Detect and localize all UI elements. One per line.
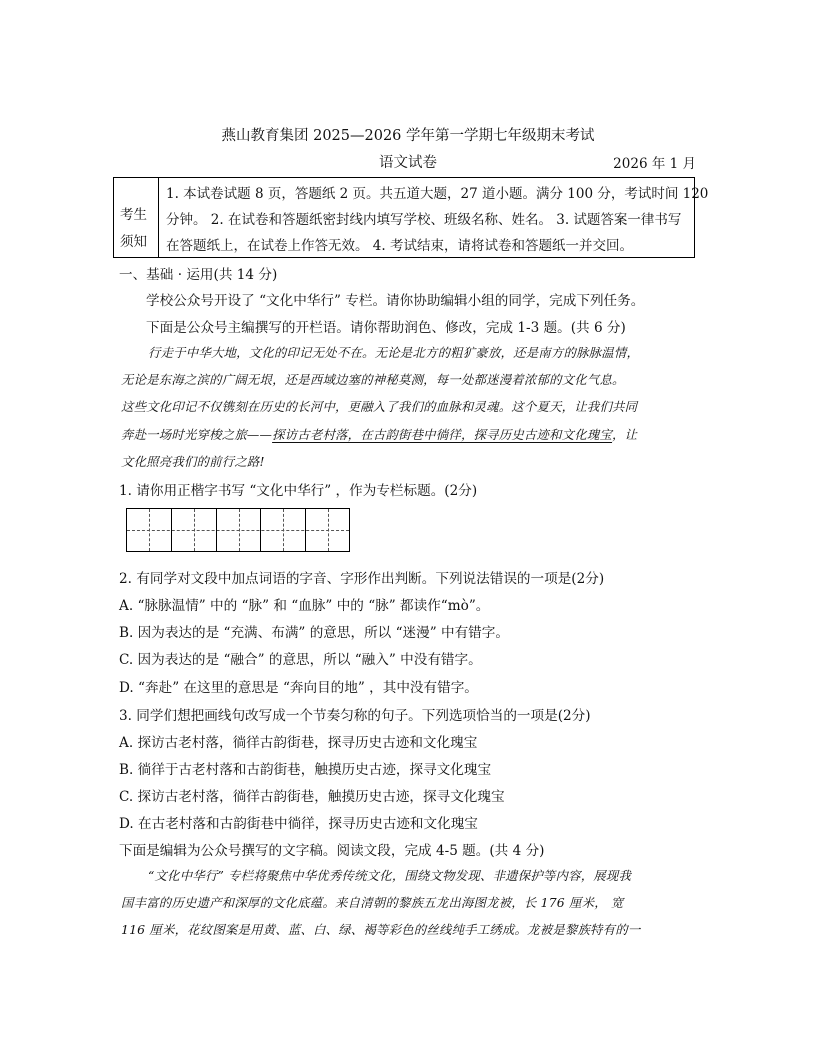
grid-cell bbox=[127, 509, 172, 551]
section-intro-2: 下面是公众号主编撰写的开栏语。请你帮助润色、修改，完成 1-3 题。(共 6 分) bbox=[146, 320, 626, 336]
passage-line-3: 这些文化印记不仅镌刻在历史的长河中，更融入了我们的血脉和灵魂。这个夏天，让我们共同 bbox=[121, 399, 638, 414]
section-heading: 一、基础 · 运用(共 14 分) bbox=[119, 267, 278, 283]
underlined-sentence: 探访古老村落，在古韵街巷中徜徉，探寻历史古迹和文化瑰宝 bbox=[272, 427, 613, 442]
passage-line-4 bbox=[121, 425, 637, 443]
question-1: 1. 请你用正楷字书写 “文化中华行” ，作为专栏标题。(2分) bbox=[119, 483, 478, 499]
passage2-line-3: 116 厘米，花纹图案是用黄、蓝、白、绿、褐等彩色的丝线纯手工绣成。龙被是黎族特有的一 bbox=[121, 922, 641, 937]
grid-cell bbox=[306, 509, 348, 551]
notice-line-2: 分钟。 2. 在试卷和答题纸密封线内填写学校、班级名称、姓名。 3. 试题答案一律书写 bbox=[166, 212, 682, 228]
passage-line-1: 行走于中华大地，文化的印记无处不在。无论是北方的粗犷豪放，还是南方的脉脉温情， bbox=[148, 345, 640, 360]
question-3-option-c[interactable]: C. 探访古老村落，徜徉古韵街巷，触摸历史古迹，探寻文化瑰宝 bbox=[119, 789, 505, 805]
passage2-line-2: 国丰富的历史遗产和深厚的文化底蕴。来自清朝的黎族五龙出海图龙被，长 176 厘米， 宽 bbox=[121, 895, 624, 910]
grid-cell bbox=[261, 509, 306, 551]
question-3-option-b[interactable]: B. 徜徉于古老村落和古韵街巷，触摸历史古迹，探寻文化瑰宝 bbox=[119, 762, 492, 778]
passage-line-4-start: 奔赴一场时光穿梭之旅—— bbox=[121, 427, 273, 442]
notice-line-1: 1. 本试卷试题 8 页，答题纸 2 页。共五道大题，27 道小题。满分 100 分，考试时间 120 bbox=[166, 186, 709, 202]
notice-label-line-2: 须知 bbox=[120, 234, 147, 250]
passage2-line-1: “文化中华行” 专栏将聚焦中华优秀传统文化，围绕文物发现、非遗保护等内容，展现我 bbox=[148, 868, 632, 883]
grid-cell bbox=[172, 509, 217, 551]
passage-line-2: 无论是东海之滨的广阔无垠，还是西域边塞的神秘莫测，每一处都迷漫着浓郁的文化气息。 bbox=[121, 372, 625, 387]
exam-subtitle: 语文试卷 bbox=[379, 155, 437, 171]
question-3-option-a[interactable]: A. 探访古老村落，徜徉古韵街巷，探寻历史古迹和文化瑰宝 bbox=[119, 735, 478, 751]
section-intro-1: 学校公众号开设了 “文化中华行” 专栏。请你协助编辑小组的同学，完成下列任务。 bbox=[146, 293, 645, 309]
notice-label bbox=[114, 178, 159, 257]
exam-title: 燕山教育集团 2025—2026 学年第一学期七年级期末考试 bbox=[221, 128, 595, 144]
question-2-option-d[interactable]: D. “奔赴” 在这里的意思是 “奔向目的地” ，其中没有错字。 bbox=[119, 680, 478, 696]
notice-box bbox=[113, 177, 709, 258]
exam-date: 2026 年 1 月 bbox=[613, 156, 696, 172]
question-2-option-a[interactable]: A. “脉脉温情” 中的 “脉” 和 “血脉” 中的 “脉” 都读作“mò”。 bbox=[119, 598, 490, 614]
question-2-option-b[interactable]: B. 因为表达的是 “充满、布满” 的意思，所以 “迷漫” 中有错字。 bbox=[119, 625, 509, 641]
grid-cell bbox=[217, 509, 262, 551]
writing-grid[interactable] bbox=[126, 508, 350, 552]
notice-label-line-1: 考生 bbox=[120, 207, 147, 223]
question-2-stem: 2. 有同学对文段中加点词语的字音、字形作出判断。下列说法错误的一项是(2分) bbox=[119, 571, 605, 587]
passage-line-5: 文化照亮我们的前行之路! bbox=[121, 454, 265, 469]
notice-line-3: 在答题纸上，在试卷上作答无效。 4. 考试结束，请将试卷和答题纸一并交回。 bbox=[166, 238, 633, 254]
section-intro-3: 下面是编辑为公众号撰写的文字稿。阅读文段，完成 4-5 题。(共 4 分) bbox=[119, 843, 545, 859]
passage-line-4-end: ，让 bbox=[612, 427, 638, 442]
question-2-option-c[interactable]: C. 因为表达的是 “融合” 的意思，所以 “融入” 中没有错字。 bbox=[119, 652, 482, 668]
question-3-option-d[interactable]: D. 在古老村落和古韵街巷中徜徉，探寻历史古迹和文化瑰宝 bbox=[119, 816, 478, 832]
question-3-stem: 3. 同学们想把画线句改写成一个节奏匀称的句子。下列选项恰当的一项是(2分) bbox=[119, 708, 591, 724]
